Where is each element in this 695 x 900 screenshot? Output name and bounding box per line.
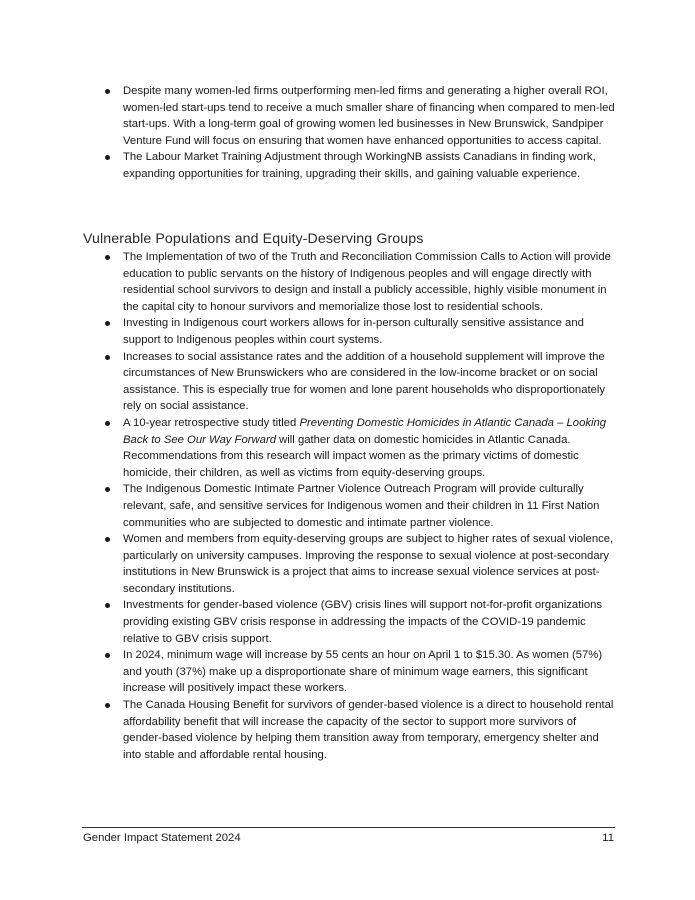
bullet-text: Investments for gender-based violence (GBV) crisis lines will support not-for-profit organizations providing existing GBV crisis response in addressing the impacts of the COVID-19 pandemic relative to GBV crisis support. xyxy=(123,599,603,645)
bullet-item xyxy=(103,83,615,149)
bullet-text: Investing in Indigenous court workers allows for in-person culturally sensitive assistance and support to Indigenous peoples within court systems. xyxy=(123,317,584,346)
bullet-icon xyxy=(105,355,110,360)
bullet-item xyxy=(103,415,615,481)
section-heading: Vulnerable Populations and Equity-Deserving Groups xyxy=(83,231,424,247)
footer-title: Gender Impact Statement 2024 xyxy=(83,832,241,844)
bullet-icon xyxy=(105,603,110,608)
bullet-text xyxy=(123,417,606,479)
bullet-item xyxy=(103,349,615,415)
bullet-text-lead: A 10-year retrospective study titled xyxy=(123,416,300,429)
bullet-item xyxy=(103,481,615,531)
bullet-item xyxy=(103,315,615,348)
bullet-text: The Labour Market Training Adjustment through WorkingNB assists Canadians in finding work, expanding opportunities for training, upgrading their skills, and gaining valuable experience. xyxy=(123,151,596,180)
bullet-text: The Implementation of two of the Truth and Reconciliation Commission Calls to Action will provide education to public servants on the history of Indigenous peoples and will engage directly with residential school survivors to design and install a publicly accessible, highly visible monument in the capital city to honour survivors and memorialize those lost to residential schools. xyxy=(123,251,611,313)
bullet-item xyxy=(103,647,615,697)
bullet-icon xyxy=(105,321,110,326)
bullet-text: The Indigenous Domestic Intimate Partner Violence Outreach Program will provide culturally relevant, safe, and sensitive services for Indigenous women and their children in 11 First Nation communities who are subjected to domestic and intimate partner violence. xyxy=(123,483,600,529)
footer-divider xyxy=(82,827,615,828)
bullet-icon xyxy=(105,703,110,708)
bullet-icon xyxy=(105,155,110,160)
bullet-text: The Canada Housing Benefit for survivors of gender-based violence is a direct to household rental affordability benefit that will increase the capacity of the sector to support more survivors of gender-based violence by helping them transition away from temporary, emergency shelter and into stable and affordable rental housing. xyxy=(123,699,614,761)
bullet-item xyxy=(103,149,615,182)
bullet-icon xyxy=(105,255,110,260)
bullet-text: In 2024, minimum wage will increase by 55 cents an hour on April 1 to $15.30. As women (57%) and youth (37%) make up a disproportionate share of minimum wage earners, this significant increase will positively impact these workers. xyxy=(123,649,603,695)
study-title: Preventing Domestic Homicides in Atlantic Canada – Looking Back to See Our Way Forward xyxy=(123,416,607,446)
page-number: 11 xyxy=(602,832,614,844)
vulnerable-populations-bullet-list xyxy=(103,249,615,763)
intro-bullet-list xyxy=(103,83,615,183)
bullet-item xyxy=(103,697,615,763)
bullet-text-rest: will gather data on domestic homicides in Atlantic Canada. Recommendations from this research will impact women as the primary victims of domestic homicide, their children, as well as victims from equity-deserving groups. xyxy=(123,433,579,479)
bullet-item xyxy=(103,249,615,315)
bullet-text: Increases to social assistance rates and the addition of a household supplement will improve the circumstances of New Brunswickers who are considered in the low-income bracket or on social assistance. This is especially true for women and lone parent households who disproportionately rely on social assistance. xyxy=(123,350,606,413)
bullet-text: Women and members from equity-deserving groups are subject to higher rates of sexual violence, particularly on university campuses. Improving the response to sexual violence at post-secondary institutions in New Brunswick is a project that aims to increase sexual violence services at post-secondary institutions. xyxy=(123,533,614,595)
bullet-item xyxy=(103,597,615,647)
bullet-icon xyxy=(105,421,110,426)
bullet-text: Despite many women-led firms outperforming men-led firms and generating a higher overall ROI, women-led start-ups tend to receive a much smaller share of financing when compared to men-led start-ups. With a long-term goal of growing women led businesses in New Brunswick, Sandpiper Venture Fund will focus on ensuring that women have enhanced opportunities to access capital. xyxy=(123,85,615,147)
bullet-icon xyxy=(105,537,110,542)
bullet-icon xyxy=(105,487,110,492)
bullet-item xyxy=(103,531,615,597)
bullet-icon xyxy=(105,89,110,94)
bullet-icon xyxy=(105,653,110,658)
